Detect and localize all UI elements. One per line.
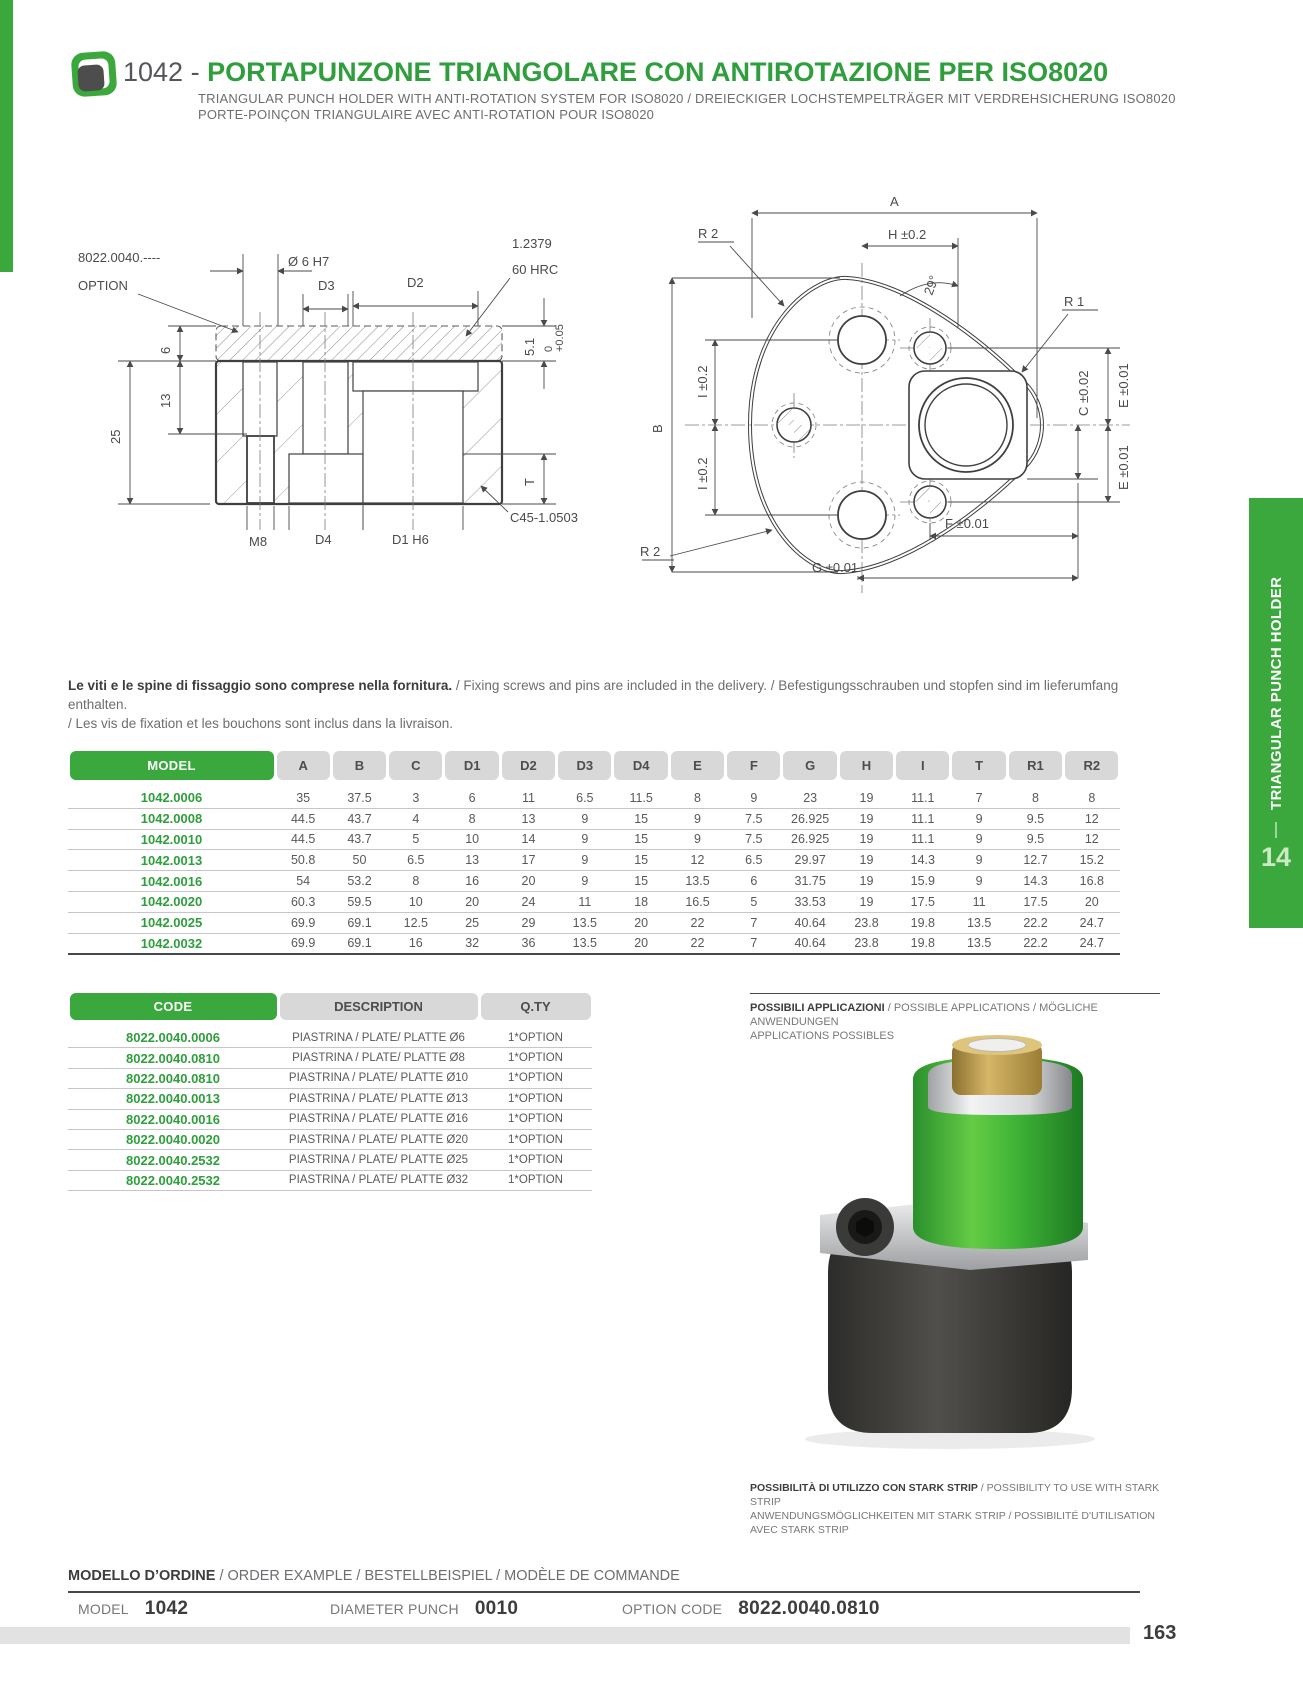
page-title [123,57,1108,88]
dim-value-cell: 6.5 [576,790,594,805]
dim-value-cell: 54 [296,874,311,889]
dim-value-cell: 4 [412,811,420,826]
dim-value-cell: 15.2 [1079,853,1104,868]
dim-value-cell: 29.97 [794,853,826,868]
dim-value-cell: 12 [1084,811,1099,826]
dim-value-cell: 33.53 [794,894,826,909]
dim-header-d3: D3 [558,751,611,780]
dim-header-g: G [783,751,836,780]
dim-value-cell: 9 [750,790,758,805]
dim-value-cell: 16 [408,936,423,951]
dim-row-1042.0006 [68,788,1120,809]
dim-value-cell: 31.75 [794,874,826,889]
plate-view-drawing [600,168,1160,618]
dim-value-cell: 5 [750,894,758,909]
dim-value-cell: 7 [975,790,983,805]
dim-value-cell: 17 [521,853,536,868]
dim-value-cell: 22 [690,915,705,930]
dim-row-1042.0016 [68,871,1120,892]
dim-value-cell: 11.5 [629,790,653,805]
label-r2-top: R 2 [698,226,719,241]
dim-value-cell: 20 [634,915,649,930]
dim-value-cell: 40.64 [794,915,826,930]
label-r2-bottom: R 2 [640,544,661,559]
dim-value-cell: 11 [522,790,535,805]
dim-value-cell: 9 [975,811,983,826]
dim-value-cell: 17.5 [910,894,935,909]
label-d4: D4 [315,532,332,547]
chapter-tab-separator [1275,822,1277,838]
order-field-model [78,1598,188,1620]
option-qty-cell: 1*OPTION [508,1113,563,1126]
dim-value-cell: 8 [468,811,476,826]
model-cell: 1042.0006 [140,790,203,806]
dim-value-cell: 29 [521,915,536,930]
dim-row-1042.0025 [68,913,1120,934]
option-row [68,1110,592,1130]
dim-value-cell: 9 [975,874,983,889]
option-row [68,1028,592,1048]
options-table-header [68,993,592,1020]
option-code-cell: 8022.0040.0810 [126,1070,220,1086]
dim-value-cell: 9.5 [1026,811,1045,826]
dim-value-cell: 11 [972,894,986,909]
dim-header-d4: D4 [614,751,667,780]
dim-value-cell: 7.5 [745,811,763,826]
option-code-cell: 8022.0040.0020 [126,1132,220,1148]
model-cell: 1042.0016 [140,873,203,889]
label-dim-6: 6 [158,346,173,354]
options-table-body [68,1028,592,1191]
dim-value-cell: 20 [521,874,536,889]
option-row [68,1150,592,1170]
option-code-cell: 8022.0040.2532 [126,1152,220,1168]
dimensions-table-body [68,788,1120,955]
dim-value-cell: 19 [859,853,874,868]
model-cell: 1042.0008 [140,811,203,827]
subtitle-line1: TRIANGULAR PUNCH HOLDER WITH ANTI-ROTATION SYSTEM FOR ISO8020 / DREIECKIGER LOCHSTEMPELTRÄGER MIT VERDREHSICHERUNG ISO8020 [198,91,1176,106]
dim-value-cell: 14.3 [1023,874,1048,889]
dimensions-table [68,751,1120,955]
dim-value-cell: 22.2 [1023,915,1048,930]
dim-header-d2: D2 [502,751,555,780]
dim-value-cell: 26.925 [791,832,830,847]
dim-header-h: H [840,751,893,780]
dim-value-cell: 9 [975,832,983,847]
label-material-body: C45-1.0503 [510,510,578,525]
dim-value-cell: 9 [581,853,589,868]
label-m8: M8 [249,534,268,549]
dim-value-cell: 16.8 [1079,874,1104,889]
delivery-note: Le viti e le spine di fissaggio sono comprese nella fornitura. / Fixing screws and pins are included in the delivery. / Befestigungsschrauben und stopfen sind im lieferumfang enthalten. / Les vis de fixation et les bouchons sont inclus dans la livraison. [68,678,1119,731]
dim-value-cell: 11.1 [911,790,935,805]
dim-value-cell: 15 [634,874,649,889]
dim-value-cell: 13.5 [685,874,710,889]
dim-value-cell: 19 [859,790,874,805]
option-row [68,1048,592,1068]
dim-value-cell: 24.7 [1079,915,1104,930]
dim-header-r2: R2 [1065,751,1118,780]
dim-value-cell: 8 [1088,790,1096,805]
label-b: B [650,424,665,433]
dim-value-cell: 13.5 [966,936,992,951]
dim-value-cell: 9 [694,832,701,847]
dim-value-cell: 19.8 [910,936,935,951]
dim-value-cell: 15 [634,853,649,868]
label-d3: D3 [318,278,335,293]
label-d2: D2 [407,275,424,290]
dim-value-cell: 15 [634,811,649,826]
dim-value-cell: 8 [694,790,701,805]
dim-value-cell: 19 [859,832,874,847]
dim-value-cell: 15.9 [910,874,935,889]
dim-value-cell: 35 [296,790,311,805]
option-desc-cell: PIASTRINA / PLATE/ PLATTE Ø13 [288,1092,469,1105]
option-qty-cell: 1*OPTION [508,1174,563,1187]
dim-value-cell: 13.5 [966,915,992,930]
label-i-top: I ±0.2 [695,365,710,398]
dim-value-cell: 20 [465,894,480,909]
dim-value-cell: 22.2 [1023,936,1048,951]
opt-header-description: DESCRIPTION [280,993,478,1020]
dim-value-cell: 53.2 [347,874,372,889]
option-code-cell: 8022.0040.2532 [126,1172,220,1188]
model-cell: 1042.0025 [140,915,203,931]
opt-header-code: CODE [70,993,277,1020]
page-number: 163 [1143,1622,1177,1644]
dim-header-f: F [727,751,780,780]
option-desc-cell: PIASTRINA / PLATE/ PLATTE Ø10 [288,1072,469,1085]
dim-value-cell: 23.8 [854,915,879,930]
label-c: C ±0.02 [1076,370,1091,416]
dim-value-cell: 16 [465,874,480,889]
option-desc-cell: PIASTRINA / PLATE/ PLATTE Ø32 [288,1174,469,1187]
label-e-top: E ±0.01 [1116,363,1131,408]
dim-value-cell: 6.5 [407,853,425,868]
chapter-tab-label: TRIANGULAR PUNCH HOLDER [1267,576,1285,810]
dim-value-cell: 20 [634,936,649,951]
dim-value-cell: 9.5 [1026,832,1045,847]
chapter-tab [1249,498,1303,928]
chapter-tab-number: 14 [1260,842,1292,872]
order-field-label: OPTION CODE [622,1601,723,1617]
dim-value-cell: 12.5 [403,915,428,930]
applications-note: POSSIBILI APPLICAZIONI / POSSIBLE APPLICATIONS / MÖGLICHE ANWENDUNGEN APPLICATIONS POSSIBLES [750,993,1160,1043]
dim-header-a: A [277,751,330,780]
label-tolerance: 0+0.05 [543,324,566,352]
dim-value-cell: 3 [412,790,420,805]
dim-header-i: I [896,751,949,780]
photo-caption: POSSIBILITÀ DI UTILIZZO CON STARK STRIP / POSSIBILITY TO USE WITH STARK STRIP ANWENDUNGSMÖGLICHKEITEN MIT STARK STRIP / POSSIBILITÉ D'UTILISATION AVEC STARK STRIP [750,1482,1160,1536]
dim-value-cell: 8 [412,874,420,889]
option-code-cell: 8022.0040.0810 [126,1050,220,1066]
dim-value-cell: 69.1 [347,915,372,930]
dim-value-cell: 13.5 [572,915,597,930]
option-row [68,1069,592,1089]
dim-value-cell: 13 [521,811,536,826]
label-f: F ±0.01 [945,516,989,531]
dim-value-cell: 10 [408,894,423,909]
option-qty-cell: 1*OPTION [508,1072,563,1085]
dim-header-e: E [671,751,724,780]
dim-value-cell: 36 [521,936,536,951]
option-code-cell: 8022.0040.0016 [126,1111,220,1127]
dim-row-1042.0008 [68,809,1120,830]
dim-header-c: C [389,751,442,780]
option-qty-cell: 1*OPTION [508,1031,563,1044]
dim-value-cell: 10 [465,832,480,847]
dim-value-cell: 6.5 [745,853,763,868]
dim-value-cell: 23 [803,790,818,805]
option-row [68,1089,592,1109]
option-desc-cell: PIASTRINA / PLATE/ PLATTE Ø6 [292,1031,465,1044]
model-cell: 1042.0010 [140,831,203,847]
dim-value-cell: 37.5 [347,790,372,805]
dim-value-cell: 11 [578,894,592,909]
label-e-bottom: E ±0.01 [1116,445,1131,490]
model-cell: 1042.0020 [140,894,203,910]
dim-header-model: MODEL [70,751,274,780]
dimensions-table-header [68,751,1120,780]
dim-value-cell: 6 [468,790,476,805]
chapter-edge-stripe [0,0,13,272]
product-photo [770,1015,1190,1455]
brand-logo-icon [72,52,120,100]
label-r1: R 1 [1064,294,1085,309]
option-desc-cell: PIASTRINA / PLATE/ PLATTE Ø16 [288,1113,469,1126]
option-qty-cell: 1*OPTION [508,1092,563,1105]
dim-value-cell: 14 [521,832,536,847]
label-angle: 29° [920,273,942,298]
dim-value-cell: 23.8 [854,936,879,951]
dim-value-cell: 19 [859,811,874,826]
dim-value-cell: 44.5 [290,832,316,847]
dim-value-cell: 7.5 [745,832,763,847]
label-dim-25: 25 [108,429,123,444]
label-dim-51: 5.1 [522,337,537,356]
dim-value-cell: 69.1 [347,936,372,951]
option-desc-cell: PIASTRINA / PLATE/ PLATTE Ø20 [288,1133,469,1146]
option-qty-cell: 1*OPTION [508,1133,563,1146]
dim-value-cell: 20 [1084,894,1099,909]
dim-value-cell: 24 [521,894,536,909]
dim-value-cell: 12 [690,853,705,868]
dim-value-cell: 18 [634,894,649,909]
order-field-diameter [330,1598,518,1620]
dim-value-cell: 7 [750,915,758,930]
dim-value-cell: 59.5 [347,894,372,909]
dim-value-cell: 19 [859,874,874,889]
dim-value-cell: 24.7 [1079,936,1104,951]
order-field-value: 0010 [474,1598,519,1619]
dim-row-1042.0032 [68,934,1120,956]
order-field-value: 1042 [144,1598,189,1619]
dim-value-cell: 44.5 [290,811,316,826]
option-qty-cell: 1*OPTION [508,1154,563,1167]
dim-value-cell: 19.8 [910,915,935,930]
opt-header-q-ty: Q.TY [481,993,591,1020]
order-field-value: 8022.0040.0810 [738,1598,880,1619]
option-desc-cell: PIASTRINA / PLATE/ PLATTE Ø8 [292,1052,465,1065]
dim-value-cell: 69.9 [290,936,316,951]
dim-value-cell: 40.64 [794,936,826,951]
dim-row-1042.0020 [68,892,1120,913]
dim-header-t: T [952,751,1005,780]
option-code-cell: 8022.0040.0013 [126,1091,220,1107]
dim-value-cell: 15 [634,832,649,847]
dim-value-cell: 12.7 [1023,853,1048,868]
subtitle-line2: PORTE-POINÇON TRIANGULAIRE AVEC ANTI-ROTATION POUR ISO8020 [198,107,655,122]
dim-value-cell: 60.3 [290,894,316,909]
dim-value-cell: 5 [412,832,420,847]
order-example-fields [68,1598,1140,1628]
model-cell: 1042.0013 [140,852,203,868]
dim-value-cell: 25 [465,915,480,930]
dim-value-cell: 9 [581,811,589,826]
dim-value-cell: 12 [1084,832,1099,847]
order-field-label: MODEL [78,1601,129,1617]
dim-value-cell: 7 [750,936,758,951]
dim-row-1042.0010 [68,830,1120,851]
label-material-plate: 1.2379 [512,236,552,251]
dim-value-cell: 50 [352,853,367,868]
dim-value-cell: 13.5 [572,936,597,951]
label-option: OPTION [78,278,128,293]
dim-value-cell: 17.5 [1023,894,1048,909]
dim-value-cell: 9 [581,832,589,847]
dim-value-cell: 43.7 [347,832,372,847]
option-row [68,1171,592,1191]
option-qty-cell: 1*OPTION [508,1052,563,1065]
dim-value-cell: 9 [581,874,589,889]
dim-value-cell: 16.5 [685,894,710,909]
label-i-bottom: I ±0.2 [695,457,710,490]
order-example-title: MODELLO D’ORDINE / ORDER EXAMPLE / BESTELLBEISPIEL / MODÈLE DE COMMANDE [68,1568,1140,1593]
dim-value-cell: 6 [750,874,758,889]
option-desc-cell: PIASTRINA / PLATE/ PLATTE Ø25 [288,1154,469,1167]
dim-header-d1: D1 [445,751,498,780]
dim-value-cell: 26.925 [791,811,830,826]
section-view-drawing [60,186,605,564]
label-a: A [890,194,899,209]
dim-value-cell: 8 [1032,790,1039,805]
dim-value-cell: 13 [465,853,480,868]
order-field-label: DIAMETER PUNCH [330,1601,459,1617]
product-title: PORTAPUNZONE TRIANGOLARE CON ANTIROTAZIONE PER ISO8020 [207,57,1109,87]
label-dim-t: T [522,478,537,486]
order-field-option [622,1598,880,1620]
label-option-code: 8022.0040.---- [78,250,161,265]
dim-value-cell: 14.3 [910,853,935,868]
dim-value-cell: 32 [465,936,480,951]
label-hardness: 60 HRC [512,262,559,277]
dim-value-cell: 50.8 [290,853,316,868]
dim-row-1042.0013 [68,850,1120,871]
footer-bar [0,1627,1130,1644]
label-dim-13: 13 [158,393,173,408]
label-g: G ±0.01 [812,560,859,575]
label-pin-dim: Ø 6 H7 [288,254,330,269]
dim-value-cell: 11.1 [911,832,935,847]
option-code-cell: 8022.0040.0006 [126,1030,220,1046]
label-d1: D1 H6 [392,532,429,547]
model-cell: 1042.0032 [140,935,203,951]
option-row [68,1130,592,1150]
options-table [68,993,592,1191]
dim-value-cell: 19 [859,894,874,909]
dim-value-cell: 69.9 [290,915,316,930]
label-h: H ±0.2 [888,227,927,242]
dim-header-b: B [333,751,386,780]
dim-value-cell: 9 [975,853,983,868]
dim-value-cell: 9 [694,811,701,826]
model-number-prefix: 1042 - [123,57,208,87]
dim-value-cell: 43.7 [347,811,372,826]
dim-value-cell: 22 [690,936,705,951]
dim-header-r1: R1 [1009,751,1062,780]
dim-value-cell: 11.1 [911,811,935,826]
